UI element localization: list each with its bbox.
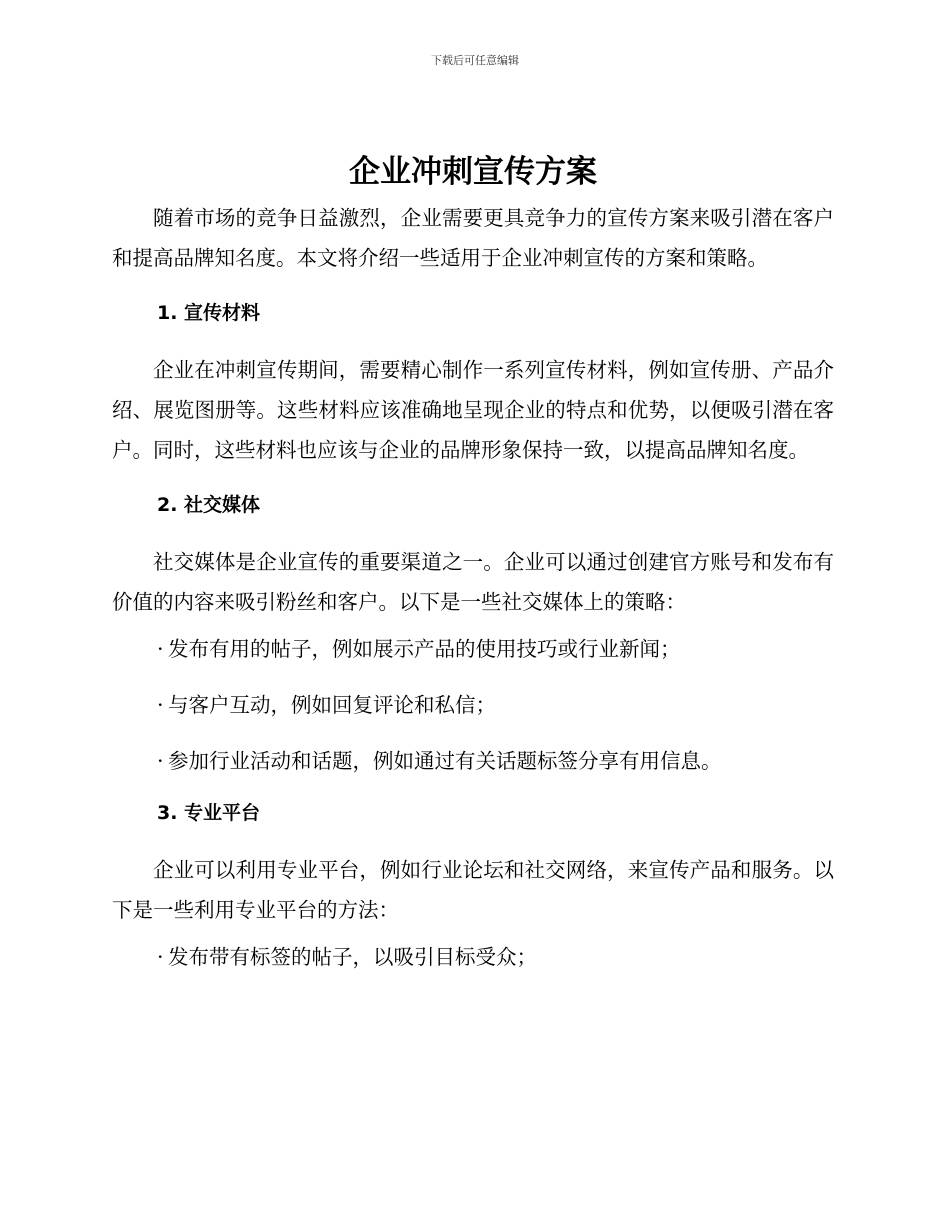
list-item (157, 690, 834, 720)
bullet-marker: · (157, 749, 164, 773)
section-3 (112, 798, 834, 972)
list-item (157, 942, 834, 972)
list-item-text: 参加行业活动和话题，例如通过有关话题标签分享有用信息。 (168, 749, 722, 773)
section-heading: 2. 社交媒体 (157, 494, 261, 516)
intro-paragraph: 随着市场的竞争日益激烈，企业需要更具竞争力的宣传方案来吸引潜在客户和提高品牌知名度。本文将介绍一些适用于企业冲刺宣传的方案和策略。 (112, 206, 834, 270)
section-paragraph: 企业在冲刺宣传期间，需要精心制作一系列宣传材料，例如宣传册、产品介绍、展览图册等。这些材料应该准确地呈现企业的特点和优势，以便吸引潜在客户。同时，这些材料也应该与企业的品牌形象保持一致，以提高品牌知名度。 (112, 358, 834, 462)
section-heading: 3. 专业平台 (157, 802, 261, 824)
bullet-marker: · (157, 945, 164, 969)
section-2 (112, 490, 834, 776)
section-heading: 1. 宣传材料 (157, 302, 261, 324)
bullet-marker: · (157, 693, 164, 717)
document-body (112, 150, 834, 998)
section-paragraph: 企业可以利用专业平台，例如行业论坛和社交网络，来宣传产品和服务。以下是一些利用专业平台的方法： (112, 858, 834, 922)
list-item (157, 634, 834, 664)
document-title: 企业冲刺宣传方案 (349, 154, 597, 190)
list-item-text: 与客户互动，例如回复评论和私信； (168, 693, 496, 717)
bullet-list (112, 634, 834, 776)
list-item (157, 746, 834, 776)
list-item-text: 发布有用的帖子，例如展示产品的使用技巧或行业新闻； (168, 637, 681, 661)
section-1 (112, 298, 834, 470)
section-paragraph: 社交媒体是企业宣传的重要渠道之一。企业可以通过创建官方账号和发布有价值的内容来吸引粉丝和客户。以下是一些社交媒体上的策略： (112, 550, 834, 614)
page-header-note: 下载后可任意编辑 (431, 54, 519, 67)
bullet-marker: · (157, 637, 164, 661)
list-item-text: 发布带有标签的帖子，以吸引目标受众； (168, 945, 537, 969)
bullet-list (112, 942, 834, 972)
